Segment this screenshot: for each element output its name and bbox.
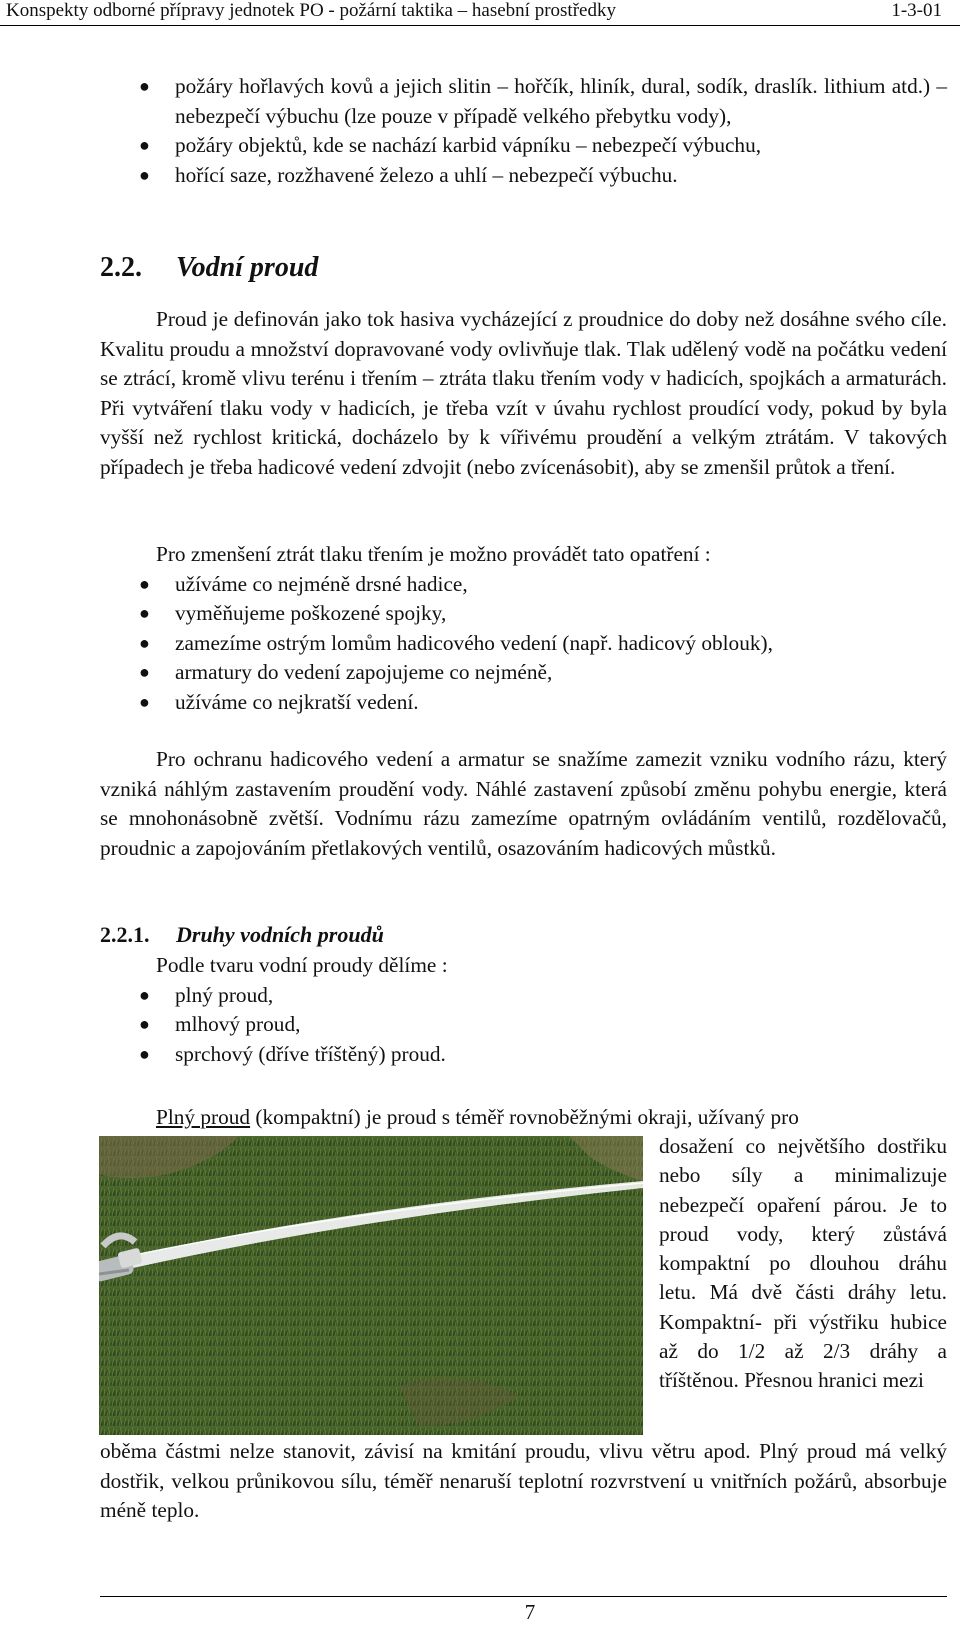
subsection-number: 2.2.1. [100,922,150,947]
subsection-title-text: Druhy vodních proudů [176,922,384,947]
list-item-text: zamezíme ostrým lomům hadicového vedení (např. hadicový oblouk), [175,630,773,655]
list-item [100,599,947,629]
list-item [100,131,947,161]
water-jet-photo [99,1136,643,1435]
page-header [0,0,960,26]
list-item-text: užíváme co nejkratší vedení. [175,689,419,714]
bullet-icon: ● [139,984,150,1005]
full-stream-term: Plný proud [156,1105,251,1129]
bullet-icon: ● [139,1043,150,1064]
stream-types-intro: Podle tvaru vodní proudy dělíme : [156,953,448,977]
list-item-text: hořící saze, rozžhavené železo a uhlí – nebezpečí výbuchu. [175,162,678,187]
full-stream-first-line-text: (kompaktní) je proud s téměř rovnoběžnými okraji, užívaný pro [255,1105,799,1129]
subsection-title [176,922,384,948]
bullet-icon: ● [139,603,150,623]
bullet-icon: ● [139,573,150,594]
list-item [100,981,947,1011]
list-item-text: užíváme co nejméně drsné hadice, [175,571,468,596]
footer-rule [100,1596,947,1597]
stream-types-list [100,981,947,1070]
header-rule [0,25,960,26]
bullet-icon: ● [139,1014,150,1034]
bullet-icon: ● [139,662,150,682]
list-item [100,161,947,191]
bullet-icon: ● [139,135,150,155]
list-item-text: armatury do vedení zapojujeme co nejméně, [175,660,553,684]
measures-intro: Pro zmenšení ztrát tlaku třením je možno provádět tato opatření : [156,542,711,566]
list-item [100,72,947,131]
list-item [100,658,947,688]
page-number: 7 [524,1600,536,1624]
intro-list [100,72,947,190]
list-item-text: plný proud, [175,982,274,1007]
bullet-icon: ● [139,164,150,185]
measures-block [100,540,947,717]
water-jet-photo-image [99,1136,643,1435]
paragraph-stream-definition: Proud je definován jako tok hasiva vycházející z proudnice do doby než dosáhne svého cíle. Kvalitu proudu a množství dopravované vody ovlivňuje tlak. Tlak udělený vodě na počátku vedení se ztrácí, kromě vlivu terénu i třením – ztráta tlaku třením vody v hadicích, spojkách a armaturách. Při vytváření tlaku vody v hadicích, je třeba vzít v úvahu rychlost proudící vody, pokud by byla vyšší než rychlost kritická, docházelo by k vířivému proudění a velkým ztrátám. V takových případech je třeba hadicové vedení zdvojit (nebo zvícenásobit), aby se zmenšil průtok a tření. [100,307,947,479]
list-item [100,1010,947,1040]
header-code: 1-3-01 [891,0,942,21]
stream-types-block [100,951,947,1069]
subsection-heading [100,922,384,948]
section-title: Vodní proud [176,252,319,283]
list-item [100,629,947,659]
section-heading [100,252,319,284]
list-item-text: požáry objektů, kde se nachází karbid vápníku – nebezpečí výbuchu, [175,133,762,157]
section-number: 2.2. [100,252,142,283]
full-stream-tail-text: oběma částmi nelze stanovit, závisí na kmitání proudu, vlivu větru apod. Plný proud má velký dostřik, velkou průnikovou sílu, téměř nenaruší teplotní rozvrstvení u vnitřních požárů, absorbuje méně teplo. [100,1439,947,1522]
measures-list [100,570,947,718]
list-item [100,1040,947,1070]
full-stream-first-line [100,1103,947,1133]
bullet-icon: ● [139,76,150,96]
bullet-icon: ● [139,632,150,653]
list-item-text: vyměňujeme poškozené spojky, [175,601,447,625]
list-item-text: sprchový (dříve tříštěný) proud. [175,1041,446,1066]
bullet-icon: ● [139,691,150,712]
paragraph-water-hammer: Pro ochranu hadicového vedení a armatur se snažíme zamezit vzniku vodního rázu, který vzniká náhlým zastavením proudění vody. Náhlé zastavení způsobí změnu pohybu energie, která se mnohonásobně zvětší. Vodnímu rázu zamezíme opatrným ovládáním ventilů, rozdělovačů, proudnic a zapojováním přetlakových ventilů, osazováním hadicových můstků. [100,747,947,860]
header-title: Konspekty odborné přípravy jednotek PO - požární taktika – hasební prostředky [6,0,616,21]
list-item-text: požáry hořlavých kovů a jejich slitin – hořčík, hliník, dural, sodík, draslík. lithium atd.) – nebezpečí výbuchu (lze pouze v případě velkého přebytku vody), [175,74,947,128]
list-item [100,688,947,718]
full-stream-side-text: dosažení co největšího dostřiku nebo síly a minimalizuje nebezpečí opaření párou. Je to proud vody, který zůstává kompaktní po dlouhou dráhu letu. Má dvě části dráhy letu. Kompaktní- při výstřiku hubice až do 1/2 až 2/3 dráhy a tříštěnou. Přesnou hranici mezi [659,1134,947,1393]
intro-list-block [100,72,947,190]
list-item-text: mlhový proud, [175,1012,301,1036]
list-item [100,570,947,600]
